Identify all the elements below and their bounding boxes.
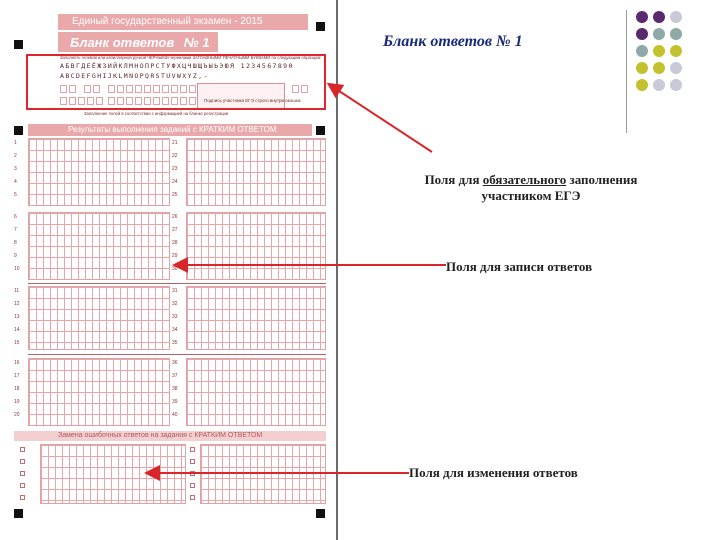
question-number: 28 [172, 240, 178, 246]
question-number: 21 [172, 140, 178, 146]
results-header: Результаты выполнения заданий с КРАТКИМ ОТВЕТОМ [68, 125, 277, 134]
question-number: 9 [14, 253, 17, 259]
form-sample-latin: ABCDEFGHIJKLMNOPQRSTUVWXYZ,- [60, 72, 209, 80]
corrections-grid-right [200, 444, 326, 504]
question-number: 32 [172, 301, 178, 307]
decor-dot [670, 79, 682, 91]
question-number: 14 [14, 327, 20, 333]
question-number: 4 [14, 179, 17, 185]
corrections-grid-left [40, 444, 186, 504]
decor-dot [653, 11, 665, 23]
sample-letters: АБВГДЕЁЖЗИЙКЛМНОПРСТУФХЦЧШЩЪЫЬЭЮЯ [60, 62, 236, 70]
question-number: 36 [172, 360, 178, 366]
question-number: 13 [14, 314, 20, 320]
label-required-suffix: заполнения [566, 172, 638, 187]
signature-label: Подпись участника ЕГЭ строго внутри окошка [204, 98, 301, 103]
question-number: 23 [172, 166, 178, 172]
question-number: 38 [172, 386, 178, 392]
decor-dot [636, 79, 648, 91]
label-change-fields: Поля для изменения ответов [409, 465, 578, 480]
decor-dot [636, 62, 648, 74]
answer-grid-left-3 [28, 286, 170, 350]
correction-box [190, 459, 195, 464]
question-number: 39 [172, 399, 178, 405]
question-number: 31 [172, 288, 178, 294]
answer-grid-right-3 [186, 286, 326, 350]
question-number: 15 [14, 340, 20, 346]
answer-form-image [0, 0, 337, 540]
decor-dot [653, 62, 665, 74]
decor-dot [670, 11, 682, 23]
sample-digits: 1234567890 [240, 62, 294, 70]
corner-marker-top-right [316, 22, 325, 31]
question-number: 7 [14, 227, 17, 233]
label-required-fields [396, 172, 666, 204]
decor-dot [670, 28, 682, 40]
question-number: 20 [14, 412, 20, 418]
answer-grid-right-1 [186, 138, 326, 206]
decor-dot [636, 28, 648, 40]
answer-grid-left-4 [28, 358, 170, 426]
question-number: 24 [172, 179, 178, 185]
correction-box [190, 483, 195, 488]
corrections-header: Замена ошибочных ответов на задания с КРАТКИМ ОТВЕТОМ [58, 432, 263, 439]
question-number: 40 [172, 412, 178, 418]
slide-title: Бланк ответов № 1 [383, 33, 523, 50]
decor-dot [653, 28, 665, 40]
question-number: 19 [14, 399, 20, 405]
correction-box [20, 495, 25, 500]
grid-separator-1 [28, 283, 326, 284]
decor-vertical-line [626, 10, 627, 133]
answer-grid-right-2 [186, 212, 326, 280]
label-required-line2: участником ЕГЭ [481, 188, 581, 203]
form-notice: Заполнение полей в соответствии с информацией на бланке регистрации [84, 111, 229, 116]
grid-separator-2 [28, 354, 326, 355]
question-number: 12 [14, 301, 20, 307]
decor-dot [670, 45, 682, 57]
question-number: 27 [172, 227, 178, 233]
corner-marker-mid-right [316, 126, 325, 135]
form-header-title: Единый государственный экзамен - 2015 [72, 16, 263, 27]
correction-box [20, 471, 25, 476]
question-number: 30 [172, 266, 178, 272]
question-number: 34 [172, 327, 178, 333]
form-blank-number: № 1 [183, 35, 210, 50]
form-blank-title-text: Бланк ответов [70, 35, 175, 50]
corner-marker-mid-left [14, 126, 23, 135]
corner-marker-top-left [14, 40, 23, 49]
answer-grid-left-1 [28, 138, 170, 206]
correction-box [190, 495, 195, 500]
question-number: 3 [14, 166, 17, 172]
decor-dot [653, 45, 665, 57]
correction-box [20, 483, 25, 488]
question-number: 18 [14, 386, 20, 392]
decor-dot [653, 79, 665, 91]
question-number: 1 [14, 140, 17, 146]
form-instruction: Заполнять гелевой или капиллярной ручкой ЧЕРНЫМИ чернилами ЗАГЛАВНЫМИ ПЕЧАТНЫМИ БУКВАМИ по следующим образцам: [60, 55, 322, 60]
answer-grid-left-2 [28, 212, 170, 280]
label-answer-fields: Поля для записи ответов [446, 259, 593, 274]
arrow-to-required-fields [330, 85, 432, 152]
question-number: 2 [14, 153, 17, 159]
required-fields-highlight [26, 54, 326, 110]
decor-dot [636, 45, 648, 57]
label-required-underlined: обязательного [482, 172, 567, 187]
question-number: 11 [14, 288, 20, 294]
question-number: 37 [172, 373, 178, 379]
decor-dot [670, 62, 682, 74]
question-number: 29 [172, 253, 178, 259]
question-number: 25 [172, 192, 178, 198]
question-number: 17 [14, 373, 20, 379]
decor-dot [636, 11, 648, 23]
left-question-numbers [14, 138, 26, 428]
question-number: 8 [14, 240, 17, 246]
question-number: 33 [172, 314, 178, 320]
form-blank-title [70, 35, 210, 50]
corner-marker-bottom-left [14, 509, 23, 518]
question-number: 5 [14, 192, 17, 198]
label-required-prefix: Поля для [424, 172, 483, 187]
answer-grid-right-4 [186, 358, 326, 426]
correction-box [20, 447, 25, 452]
question-number: 6 [14, 214, 17, 220]
correction-box [20, 459, 25, 464]
corner-marker-bottom-right [316, 509, 325, 518]
correction-box [190, 471, 195, 476]
question-number: 22 [172, 153, 178, 159]
question-number: 26 [172, 214, 178, 220]
form-page-edge [336, 0, 338, 540]
question-number: 10 [14, 266, 20, 272]
correction-box [190, 447, 195, 452]
question-number: 35 [172, 340, 178, 346]
question-number: 16 [14, 360, 20, 366]
